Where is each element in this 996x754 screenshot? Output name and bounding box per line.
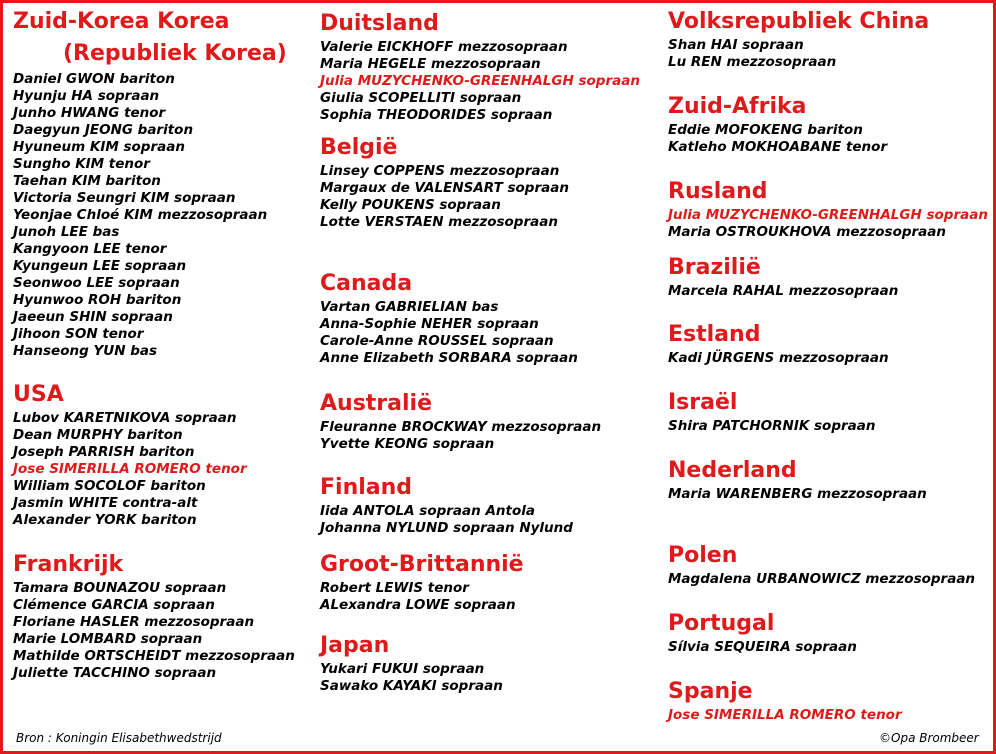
country-section-china bbox=[668, 7, 929, 71]
country-section-estland bbox=[668, 320, 889, 367]
singer-entry: ALexandra LOWE sopraan bbox=[320, 597, 516, 613]
singer-entry: Sophia THEODORIDES sopraan bbox=[320, 107, 553, 123]
country-section-spanje bbox=[668, 677, 902, 724]
country-section-japan bbox=[320, 631, 503, 695]
singer-entry: Juliette TACCHINO sopraan bbox=[13, 665, 217, 681]
country-section-nederland bbox=[668, 456, 927, 503]
country-title: Frankrijk bbox=[13, 552, 124, 577]
country-section-australie bbox=[320, 389, 601, 453]
country-section-polen bbox=[668, 541, 975, 588]
singer-entry: Floriane HASLER mezzosopraan bbox=[13, 614, 255, 630]
singer-entry: Giulia SCOPELLITI sopraan bbox=[320, 90, 522, 106]
singer-entry: Kadi JÜRGENS mezzosopraan bbox=[668, 350, 889, 366]
country-section-zuid-korea bbox=[13, 7, 287, 360]
singer-entry: Maria OSTROUKHOVA mezzosopraan bbox=[668, 224, 946, 240]
copyright-credit: ©Opa Brombeer bbox=[879, 731, 979, 745]
singer-entry: Yeonjae Chloé KIM mezzosopraan bbox=[13, 207, 268, 223]
country-title: Canada bbox=[320, 271, 413, 296]
source-note: Bron : Koningin Elisabethwedstrijd bbox=[16, 731, 222, 745]
country-section-duitsland bbox=[320, 9, 640, 124]
singer-entry: Iida ANTOLA sopraan Antola bbox=[320, 503, 535, 519]
country-section-frankrijk bbox=[13, 550, 295, 682]
country-title: Israël bbox=[668, 390, 738, 415]
singer-entry: Mathilde ORTSCHEIDT mezzosopraan bbox=[13, 648, 295, 664]
singer-entry: Jihoon SON tenor bbox=[13, 326, 144, 342]
singer-entry: Linsey COPPENS mezzosopraan bbox=[320, 163, 560, 179]
singer-entry: Jose SIMERILLA ROMERO tenor bbox=[13, 461, 247, 477]
country-section-portugal bbox=[668, 609, 857, 656]
singer-entry: Carole-Anne ROUSSEL sopraan bbox=[320, 333, 554, 349]
singer-entry: Maria HEGELE mezzosopraan bbox=[320, 56, 541, 72]
country-section-israel bbox=[668, 388, 875, 435]
singer-entry: William SOCOLOF bariton bbox=[13, 478, 206, 494]
singer-entry: Lubov KARETNIKOVA sopraan bbox=[13, 410, 237, 426]
singer-entry: Marie LOMBARD sopraan bbox=[13, 631, 203, 647]
singer-entry: Junoh LEE bas bbox=[13, 224, 120, 240]
singer-entry: Kyungeun LEE sopraan bbox=[13, 258, 187, 274]
country-title: Zuid-Afrika bbox=[668, 94, 807, 119]
singer-entry: Jose SIMERILLA ROMERO tenor bbox=[668, 707, 902, 723]
singer-entry: Lu REN mezzosopraan bbox=[668, 54, 837, 70]
singer-entry: Hyuneum KIM sopraan bbox=[13, 139, 185, 155]
singer-entry: Kelly POUKENS sopraan bbox=[320, 197, 501, 213]
country-title: Zuid-Korea Korea bbox=[13, 9, 230, 34]
singer-entry: Julia MUZYCHENKO-GREENHALGH sopraan bbox=[668, 207, 988, 223]
singer-entry: Katleho MOKHOABANE tenor bbox=[668, 139, 888, 155]
country-title: Polen bbox=[668, 543, 738, 568]
country-title: Finland bbox=[320, 475, 413, 500]
singer-entry: Eddie MOFOKENG bariton bbox=[668, 122, 863, 138]
singer-entry: Hyunju HA sopraan bbox=[13, 88, 160, 104]
country-section-canada bbox=[320, 269, 578, 367]
singer-entry: Shira PATCHORNIK sopraan bbox=[668, 418, 876, 434]
singer-entry: Anne Elizabeth SORBARA sopraan bbox=[320, 350, 578, 366]
country-title: Rusland bbox=[668, 179, 768, 204]
singer-entry: Jasmin WHITE contra-alt bbox=[13, 495, 198, 511]
singer-entry: Hanseong YUN bas bbox=[13, 343, 158, 359]
singer-entry: Lotte VERSTAEN mezzosopraan bbox=[320, 214, 558, 230]
country-title: Brazilië bbox=[668, 255, 761, 280]
country-section-usa bbox=[13, 380, 247, 529]
singer-entry: Shan HAI sopraan bbox=[668, 37, 804, 53]
singer-entry: Magdalena URBANOWICZ mezzosopraan bbox=[668, 571, 976, 587]
country-section-finland bbox=[320, 473, 573, 537]
country-section-brazilie bbox=[668, 253, 898, 300]
singer-entry: Sílvia SEQUEIRA sopraan bbox=[668, 639, 857, 655]
country-title: Japan bbox=[320, 633, 390, 658]
country-subtitle: (Republiek Korea) bbox=[63, 41, 287, 66]
singer-entry: Tamara BOUNAZOU sopraan bbox=[13, 580, 227, 596]
singer-entry: Valerie EICKHOFF mezzosopraan bbox=[320, 39, 568, 55]
country-title: USA bbox=[13, 382, 64, 407]
singer-entry: Vartan GABRIELIAN bas bbox=[320, 299, 499, 315]
singer-entry: Dean MURPHY bariton bbox=[13, 427, 183, 443]
country-title: Estland bbox=[668, 322, 761, 347]
singer-entry: Sawako KAYAKI sopraan bbox=[320, 678, 503, 694]
country-title: Groot-Brittannië bbox=[320, 552, 524, 577]
singer-entry: Anna-Sophie NEHER sopraan bbox=[320, 316, 539, 332]
country-title: Australië bbox=[320, 391, 432, 416]
country-section-belgie bbox=[320, 133, 569, 231]
singer-entry: Seonwoo LEE sopraan bbox=[13, 275, 180, 291]
singer-entry: Jaeeun SHIN sopraan bbox=[13, 309, 173, 325]
singer-entry: Maria WARENBERG mezzosopraan bbox=[668, 486, 927, 502]
singer-entry: Joseph PARRISH bariton bbox=[13, 444, 195, 460]
singer-entry: Marcela RAHAL mezzosopraan bbox=[668, 283, 899, 299]
country-title: Portugal bbox=[668, 611, 775, 636]
singer-entry: Yukari FUKUI sopraan bbox=[320, 661, 485, 677]
country-section-rusland bbox=[668, 177, 988, 241]
singer-entry: Junho HWANG tenor bbox=[13, 105, 166, 121]
singer-entry: Clémence GARCIA sopraan bbox=[13, 597, 215, 613]
singer-entry: Johanna NYLUND sopraan Nylund bbox=[320, 520, 573, 536]
singer-entry: Julia MUZYCHENKO-GREENHALGH sopraan bbox=[320, 73, 640, 89]
country-title: Volksrepubliek China bbox=[668, 9, 930, 34]
singer-entry: Victoria Seungri KIM sopraan bbox=[13, 190, 236, 206]
country-section-groot-brittannie bbox=[320, 550, 524, 614]
singer-entry: Hyunwoo ROH bariton bbox=[13, 292, 182, 308]
singer-entry: Fleuranne BROCKWAY mezzosopraan bbox=[320, 419, 602, 435]
singer-entry: Sungho KIM tenor bbox=[13, 156, 150, 172]
country-title: Nederland bbox=[668, 458, 797, 483]
country-section-zuid-afrika bbox=[668, 92, 887, 156]
country-title: Spanje bbox=[668, 679, 753, 704]
singer-entry: Daniel GWON bariton bbox=[13, 71, 175, 87]
singer-entry: Robert LEWIS tenor bbox=[320, 580, 469, 596]
singer-entry: Alexander YORK bariton bbox=[13, 512, 197, 528]
country-title: België bbox=[320, 135, 398, 160]
singer-entry: Kangyoon LEE tenor bbox=[13, 241, 167, 257]
country-title: Duitsland bbox=[320, 11, 439, 36]
singer-entry: Taehan KIM bariton bbox=[13, 173, 161, 189]
singer-entry: Yvette KEONG sopraan bbox=[320, 436, 495, 452]
singer-entry: Margaux de VALENSART sopraan bbox=[320, 180, 569, 196]
singer-entry: Daegyun JEONG bariton bbox=[13, 122, 194, 138]
